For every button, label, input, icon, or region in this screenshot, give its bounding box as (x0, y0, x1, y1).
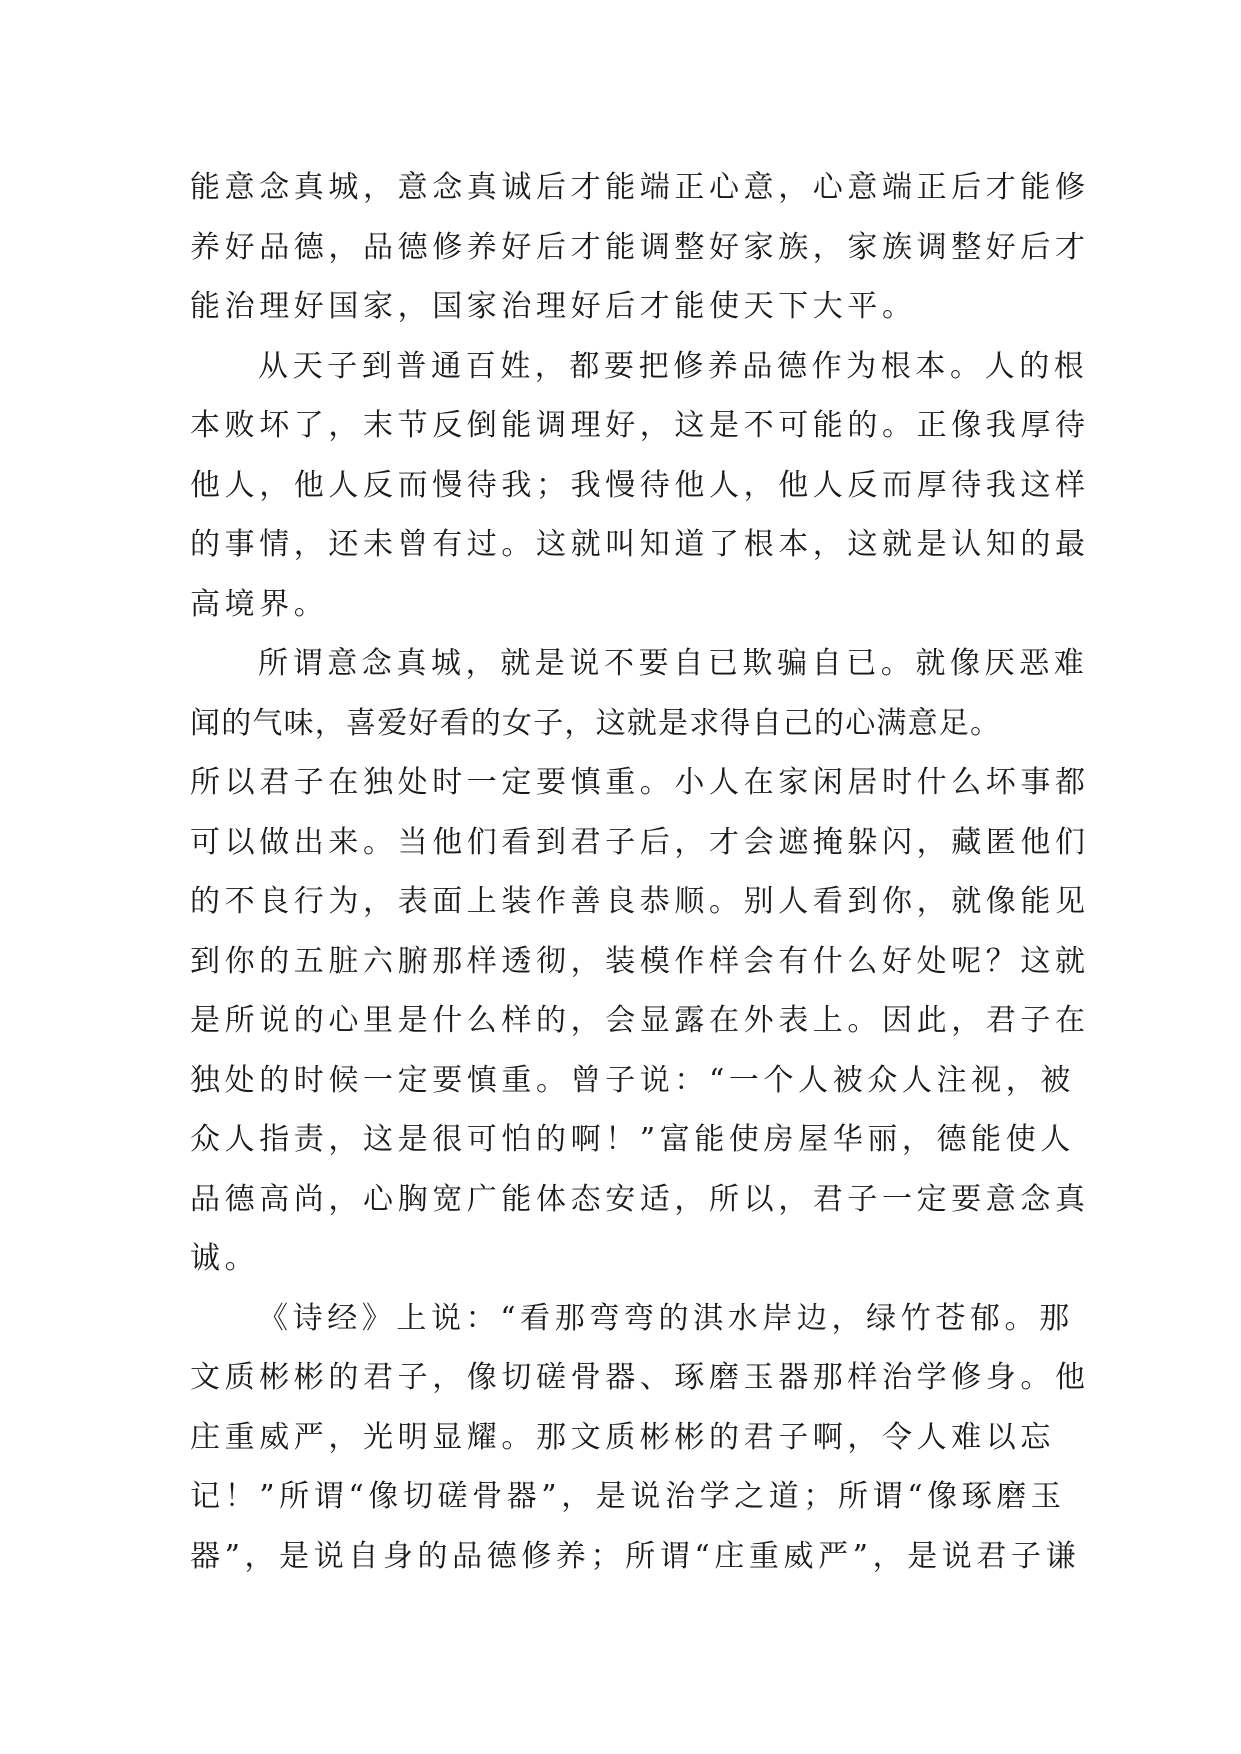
text-line: 器”，是说自身的品德修养；所谓“庄重威严”，是说君子谦 (190, 1538, 1081, 1574)
text-line: 文质彬彬的君子，像切磋骨器、琢磨玉器那样治学修身。他 (190, 1360, 1090, 1395)
text-line: 独处的时候一定要慎重。曾子说：“一个人被众人注视，被 (190, 1062, 1075, 1098)
text-line: 诚。 (190, 1241, 260, 1276)
text-line: 众人指责，这是很可怕的啊！”富能使房屋华丽，德能使人 (190, 1122, 1075, 1157)
text-line: 闻的气味，喜爱好看的女子，这就是求得自己的心满意足。 (190, 705, 1002, 741)
text-line: 品德高尚，心胸宽广能体态安适，所以，君子一定要意念真 (190, 1181, 1090, 1217)
text-line: 的不良行为，表面上装作善良恭顺。别人看到你，就像能见 (190, 884, 1090, 919)
text-line: 他人，他人反而慢待我；我慢待他人，他人反而厚待我这样 (190, 467, 1090, 503)
text-line: 本败坏了，末节反倒能调理好，这是不可能的。正像我厚待 (190, 408, 1090, 443)
text-line: 的事情，还未曾有过。这就叫知道了根本，这就是认知的最 (190, 527, 1090, 562)
text-line: 记！”所谓“像切磋骨器”，是说治学之道；所谓“像琢磨玉 (190, 1479, 1066, 1514)
text-line: 能治理好国家，国家治理好后才能使天下大平。 (190, 289, 917, 324)
text-line: 养好品德，品德修养好后才能调整好家族，家族调整好后才 (190, 229, 1090, 265)
paragraph-first-line: 《诗经》上说：“看那弯弯的淇水岸边，绿竹苍郁。那 (258, 1300, 1074, 1336)
text-line: 是所说的心里是什么样的，会显露在外表上。因此，君子在 (190, 1003, 1090, 1038)
paragraph-first-line: 从天子到普通百姓，都要把修养品德作为根本。人的根 (258, 348, 1089, 384)
paragraph-first-line: 所谓意念真城，就是说不要自已欺骗自已。就像厌恶难 (258, 646, 1089, 681)
text-line: 庄重威严，光明显耀。那文质彬彬的君子啊，令人难以忘 (190, 1419, 1055, 1455)
document-body (190, 158, 1090, 1586)
text-line: 能意念真城，意念真诚后才能端正心意，心意端正后才能修 (190, 170, 1090, 205)
text-line: 高境界。 (190, 586, 329, 622)
text-line: 所以君子在独处时一定要慎重。小人在家闲居时什么坏事都 (190, 765, 1090, 800)
text-line: 到你的五脏六腑那样透彻，装模作样会有什么好处呢？这就 (190, 943, 1090, 979)
text-line: 可以做出来。当他们看到君子后，才会遮掩躲闪，藏匿他们 (190, 824, 1090, 860)
